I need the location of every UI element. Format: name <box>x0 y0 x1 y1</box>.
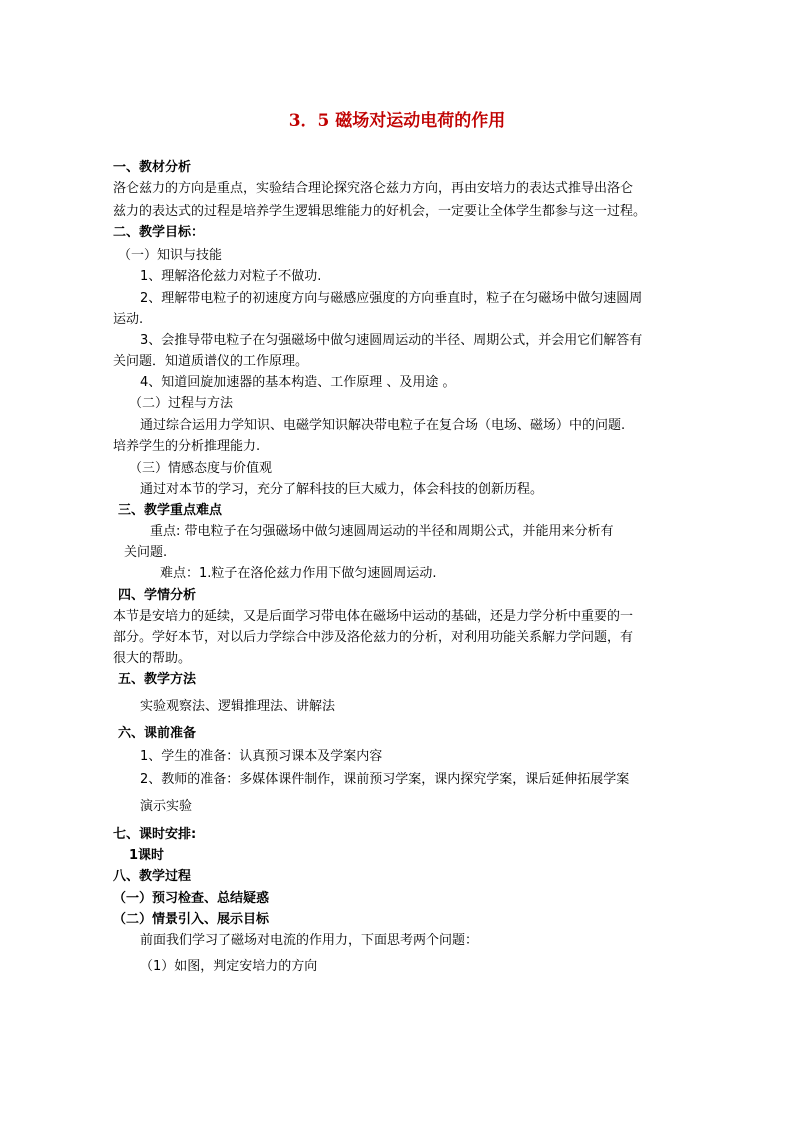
paragraph-line: 前面我们学习了磁场对电流的作用力，下面思考两个问题： <box>140 933 479 948</box>
list-item: 3、会推导带电粒子在匀强磁场中做匀速圆周运动的半径、周期公式，并会用它们解答有 <box>140 333 643 348</box>
heading-teaching-process: 八、教学过程 <box>113 869 192 884</box>
heading-key-points: 三、教学重点难点 <box>118 503 223 518</box>
list-item: 2、教师的准备：多媒体课件制作，课前预习学案，课内探究学案，课后延伸拓展学案 <box>140 772 630 787</box>
paragraph-line: 关问题．知道质谱仪的工作原理。 <box>113 354 309 369</box>
subheading-preview-check: （一）预习检查、总结疑惑 <box>113 891 270 906</box>
paragraph-line: 1课时 <box>129 848 165 863</box>
list-item: 2、理解带电粒子的初速度方向与磁感应强度的方向垂直时，粒子在匀磁场中做匀速圆周 <box>140 291 643 306</box>
heading-student-analysis: 四、学情分析 <box>118 588 197 603</box>
list-item: 4、知道回旋加速器的基本构造、工作原理 、及用途 。 <box>140 375 456 390</box>
paragraph-line: 关问题. <box>124 545 168 560</box>
list-item: 1、理解洛伦兹力对粒子不做功. <box>140 269 322 284</box>
heading-schedule: 七、课时安排: <box>113 827 197 842</box>
heading-teaching-methods: 五、教学方法 <box>118 672 197 687</box>
paragraph-line: 重点: 带电粒子在匀强磁场中做匀速圆周运动的半径和周期公式，并能用来分析有 <box>150 524 614 539</box>
paragraph-line: 本节是安培力的延续，又是后面学习带电体在磁场中运动的基础，还是力学分析中重要的一 <box>113 609 634 624</box>
heading-preparation: 六、课前准备 <box>118 726 197 741</box>
document-title: 3．5 磁场对运动电荷的作用 <box>288 111 506 131</box>
heading-teaching-goals: 二、教学目标： <box>113 225 205 240</box>
paragraph-line: 兹力的表达式的过程是培养学生逻辑思维能力的好机会，一定要让全体学生都参与这一过程。 <box>113 204 647 219</box>
paragraph-line: 洛仑兹力的方向是重点，实验结合理论探究洛仑兹力方向，再由安培力的表达式推导出洛仑 <box>113 181 634 196</box>
paragraph-line: 难点：1.粒子在洛伦兹力作用下做匀速圆周运动. <box>160 566 437 581</box>
subheading-attitude-values: （三）情感态度与价值观 <box>129 461 273 476</box>
paragraph-line: 培养学生的分析推理能力. <box>113 439 261 454</box>
paragraph-line: 运动. <box>113 312 144 327</box>
paragraph-line: （1）如图，判定安培力的方向 <box>140 959 318 974</box>
paragraph-line: 很大的帮助。 <box>113 651 192 666</box>
paragraph-line: 实验观察法、逻辑推理法、讲解法 <box>140 699 336 714</box>
subheading-process-methods: （二）过程与方法 <box>129 396 234 411</box>
paragraph-line: 通过对本节的学习，充分了解科技的巨大威力，体会科技的创新历程。 <box>140 482 544 497</box>
list-item: 1、学生的准备：认真预习课本及学案内容 <box>140 749 383 764</box>
heading-textbook-analysis: 一、教材分析 <box>113 160 192 175</box>
paragraph-line: 演示实验 <box>140 799 193 814</box>
subheading-knowledge-skills: （一）知识与技能 <box>118 248 223 263</box>
paragraph-line: 通过综合运用力学知识、电磁学知识解决带电粒子在复合场（电场、磁场）中的问题. <box>140 418 626 433</box>
paragraph-line: 部分。学好本节，对以后力学综合中涉及洛伦兹力的分析，对利用功能关系解力学问题，有 <box>113 630 634 645</box>
subheading-scene-intro: （二）情景引入、展示目标 <box>113 912 270 927</box>
